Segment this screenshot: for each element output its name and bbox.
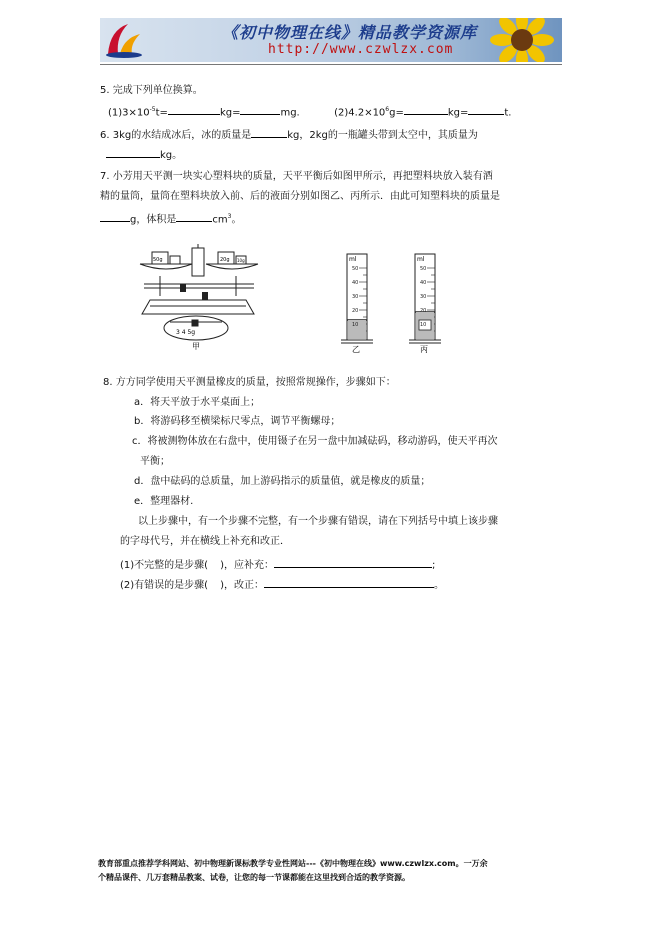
q8-intro-1: 以上步骤中，有一个步骤不完整，有一个步骤有错误，请在下列括号中填上该步骤 xyxy=(138,516,498,527)
banner-url[interactable]: http://www.czwlzx.com xyxy=(268,42,454,57)
tick-label: 10 xyxy=(420,322,427,328)
q7-blank-2[interactable] xyxy=(176,210,212,222)
tick-label: 50 xyxy=(352,266,359,272)
footer-line-1: 教育部重点推荐学科网站、初中物理新课标教学专业性网站---《初中物理在线》www.czwlzx.com。一万余 xyxy=(98,859,488,868)
tick-label: 50 xyxy=(420,266,427,272)
q7-blank-1[interactable] xyxy=(100,210,130,222)
q7-line2: 精的量筒，量筒在塑料块放入前、后的液面分别如图乙、丙所示．由此可知塑料块的质量是 xyxy=(100,191,500,202)
q7-line1: 7. 小芳用天平测一块实心塑料块的质量，天平平衡后如图甲所示，再把塑料块放入装有酒 xyxy=(100,171,493,182)
q8-blank-2[interactable] xyxy=(264,576,434,588)
weight-label-20g: 20g xyxy=(220,257,230,263)
q8-blank-1[interactable] xyxy=(274,556,432,568)
q7-line3: g，体积是 $cm^3$。 xyxy=(100,210,241,227)
header-divider xyxy=(100,64,562,65)
figure-label-yi: 乙 xyxy=(352,345,360,354)
q8-step-d: d．盘中砝码的总质量，加上游码指示的质量值，就是橡皮的质量； xyxy=(134,476,431,487)
figure-label-bing: 丙 xyxy=(420,345,428,354)
q5-blank-3[interactable] xyxy=(404,103,448,115)
q5-blank-4[interactable] xyxy=(468,103,504,115)
q8-step-c: c．将被测物体放在右盘中，使用镊子在另一盘中加减砝码，移动游码，使天平再次 xyxy=(132,436,498,447)
q8-step-b: b．将游码移至横梁标尺零点，调节平衡螺母； xyxy=(134,416,341,427)
footer-line-2: 个精品课件、几万套精品教案、试卷，让您的每一节课都能在这里找到合适的教学资源。 xyxy=(98,873,410,882)
q5-blank-2[interactable] xyxy=(240,103,280,115)
q5-parts: $(1)3\times 10^{-5}t= kg=$ mg. $(2)4.2\times 10^6g= kg= t$. xyxy=(108,103,512,120)
q6-line1: 6. 3kg的水结成冰后，冰的质量是 kg，2kg的一瓶罐头带到太空中，其质量为 xyxy=(100,126,478,143)
q8-step-a: a．将天平放于水平桌面上； xyxy=(134,397,261,408)
tick-label: 40 xyxy=(352,280,359,286)
tick-label: 20 xyxy=(420,308,427,314)
banner-title: 《初中物理在线》精品教学资源库 xyxy=(222,23,478,42)
balance-scale-label: 3 4 5g xyxy=(176,329,196,336)
q6-blank-2[interactable] xyxy=(106,146,160,158)
figure-label-jia: 甲 xyxy=(192,342,200,351)
header-banner xyxy=(100,18,562,62)
q6-blank-1[interactable] xyxy=(251,126,287,138)
q5-blank-1[interactable] xyxy=(168,103,220,115)
weight-label-50g: 50g xyxy=(153,257,163,263)
q8-stem: 8. 方方同学使用天平测量橡皮的质量，按照常规操作，步骤如下： xyxy=(103,377,396,388)
tick-label: 30 xyxy=(352,294,359,300)
q8-intro-2: 的字母代号，并在横线上补充和改正． xyxy=(120,536,290,547)
cylinder-before-figure xyxy=(335,250,377,354)
cylinder-before-unit: ml xyxy=(349,256,357,263)
tick-label: 30 xyxy=(420,294,427,300)
q8-sub-2: (2)有错误的是步骤( )，改正： 。 xyxy=(120,576,444,593)
sunflower-icon xyxy=(482,18,562,62)
q5-stem: 5. 完成下列单位换算。 xyxy=(100,85,203,96)
q6-line2: kg。 xyxy=(106,146,182,163)
balance-figure xyxy=(130,240,265,352)
tick-label: 10 xyxy=(352,322,359,328)
cylinder-after-figure xyxy=(403,250,445,354)
site-logo-icon xyxy=(102,20,148,60)
q8-step-c-cont: 平衡； xyxy=(140,456,170,467)
q8-sub-1: (1)不完整的是步骤( )，应补充： ; xyxy=(120,556,435,573)
cylinder-after-unit: ml xyxy=(417,256,425,263)
tick-label: 40 xyxy=(420,280,427,286)
q8-step-e: e．整理器材. xyxy=(134,496,194,507)
tick-label: 20 xyxy=(352,308,359,314)
weight-label-10g: 10g xyxy=(237,258,245,263)
